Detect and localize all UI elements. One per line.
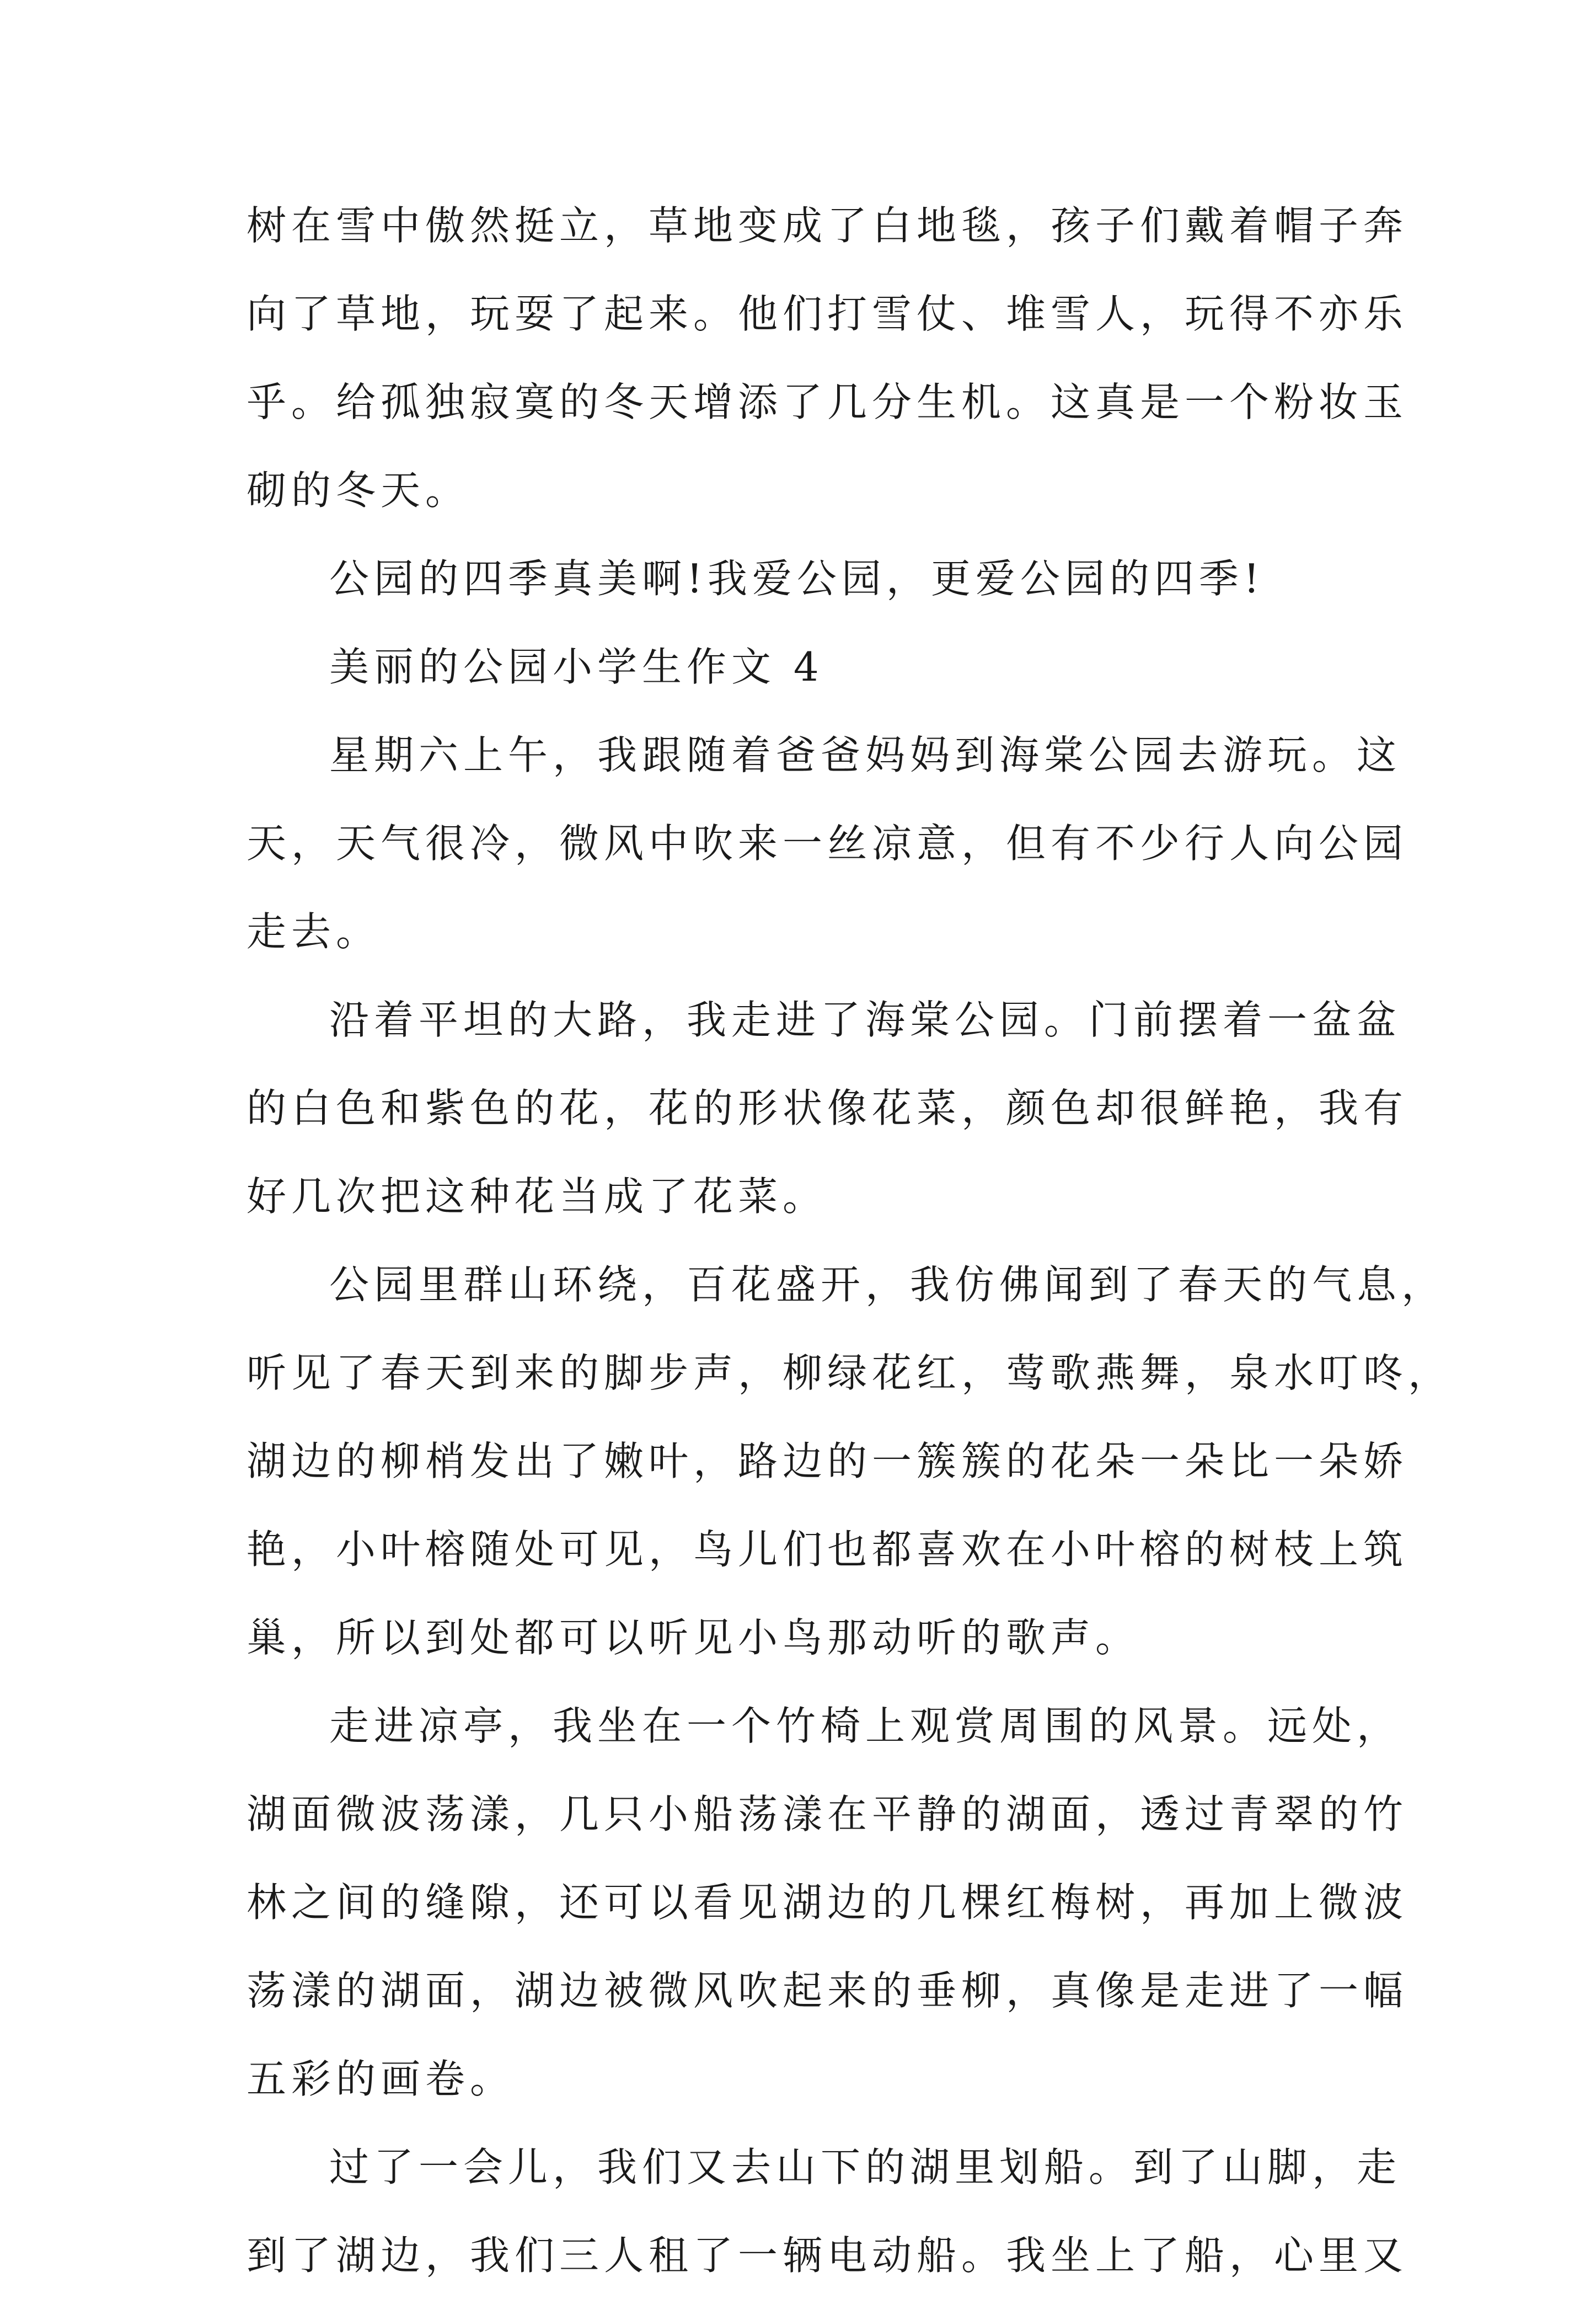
text-line: 荡漾的湖面，湖边被微风吹起来的垂柳，真像是走进了一幅 [247, 1968, 1408, 2014]
text-line: 艳，小叶榕随处可见，鸟儿们也都喜欢在小叶榕的树枝上筑 [247, 1526, 1408, 1573]
text-line: 巢，所以到处都可以听见小鸟那动听的歌声。 [247, 1614, 1140, 1661]
text-line: 走去。 [247, 908, 381, 955]
text-line: 好几次把这种花当成了花菜。 [247, 1173, 828, 1220]
paragraph [247, 197, 1408, 519]
text-line: 五彩的画卷。 [247, 2056, 515, 2102]
paragraph [247, 1256, 1453, 1666]
text-line: 沿着平坦的大路，我走进了海棠公园。门前摆着一盆盆 [329, 997, 1402, 1043]
text-line: 向了草地，玩耍了起来。他们打雪仗、堆雪人，玩得不亦乐 [247, 291, 1408, 337]
paragraph [247, 550, 1363, 607]
text-line: 听见了春天到来的脚步声，柳绿花红，莺歌燕舞，泉水叮咚， [247, 1350, 1453, 1396]
text-line: 湖面微波荡漾，几只小船荡漾在平静的湖面，透过青翠的竹 [247, 1791, 1408, 1837]
paragraph [247, 991, 1408, 1225]
text-line: 砌的冬天。 [247, 467, 470, 514]
text-line: 到了湖边，我们三人租了一辆电动船。我坐上了船，心里又 [247, 2232, 1408, 2279]
text-line: 过了一会儿，我们又去山下的湖里划船。到了山脚，走 [329, 2144, 1402, 2190]
paragraph [247, 726, 1408, 960]
text-line: 的白色和紫色的花，花的形状像花菜，颜色却很鲜艳，我有 [247, 1085, 1408, 1131]
text-line: 走进凉亭，我坐在一个竹椅上观赏周围的风景。远处， [329, 1703, 1402, 1749]
text-line: 林之间的缝隙，还可以看见湖边的几棵红梅树，再加上微波 [247, 1879, 1408, 1926]
text-line: 星期六上午，我跟随着爸爸妈妈到海棠公园去游玩。这 [329, 732, 1402, 778]
heading-text: 美丽的公园小学生作文 4 [329, 644, 824, 690]
paragraph [247, 2138, 1408, 2284]
text-line: 乎。给孤独寂寞的冬天增添了几分生机。这真是一个粉妆玉 [247, 379, 1408, 425]
document-body [247, 197, 1453, 2315]
text-line: 公园的四季真美啊!我爱公园，更爱公园的四季! [329, 555, 1265, 602]
paragraph [247, 1697, 1408, 2108]
text-line: 天，天气很冷，微风中吹来一丝凉意，但有不少行人向公园 [247, 820, 1408, 867]
text-line: 树在雪中傲然挺立，草地变成了白地毯，孩子们戴着帽子奔 [247, 202, 1408, 249]
section-heading [247, 638, 1363, 696]
text-line: 湖边的柳梢发出了嫩叶，路边的一簇簇的花朵一朵比一朵娇 [247, 1438, 1408, 1484]
text-line: 公园里群山环绕，百花盛开，我仿佛闻到了春天的气息， [329, 1261, 1447, 1308]
